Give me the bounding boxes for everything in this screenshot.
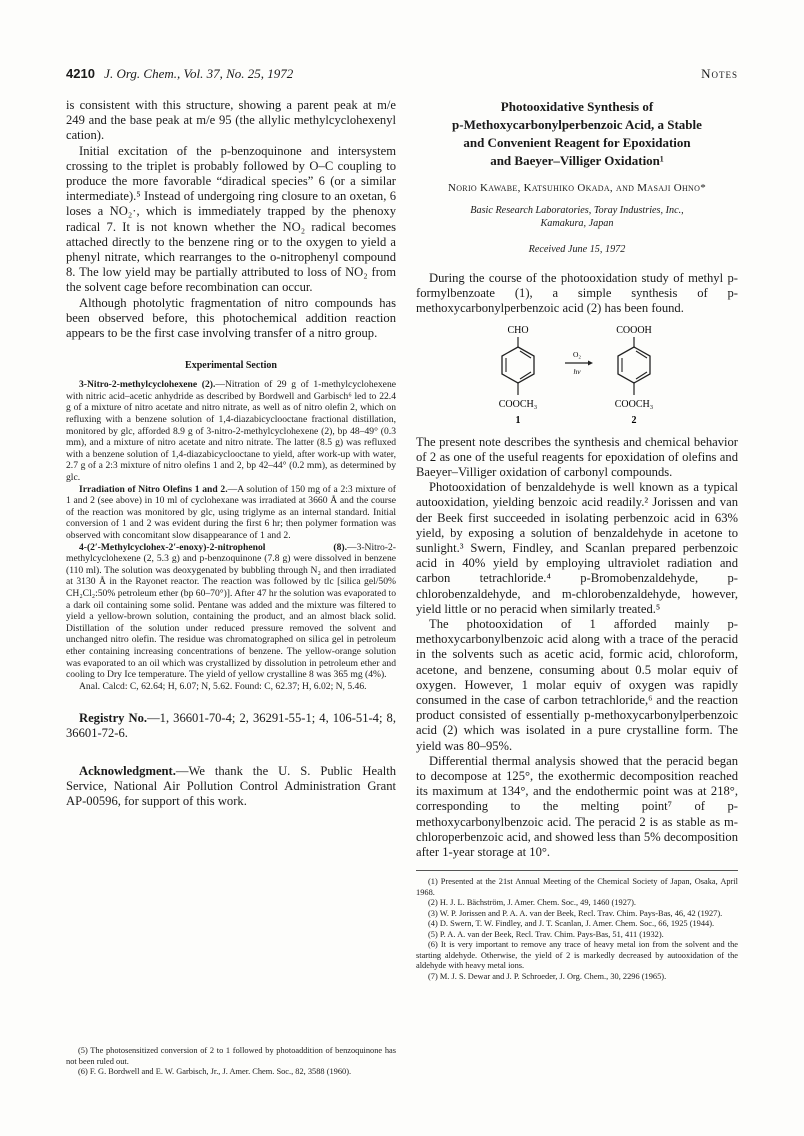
ring-double-bond	[636, 351, 647, 358]
page-number: 4210	[66, 66, 95, 81]
registry-text: —1, 36601-70-4; 2, 36291-55-1; 4, 106-51-4; 8, 36601-72-6.	[66, 711, 396, 741]
substituent-cho: CHO	[507, 324, 529, 336]
experimental-run-in-heading: 3-Nitro-2-methylcyclohexene (2).	[79, 379, 216, 391]
arrow-reagent-label: O₂	[572, 349, 582, 359]
experimental-paragraph	[66, 542, 396, 681]
experimental-run-in-heading: Irradiation of Nitro Olefins 1 and 2.	[79, 483, 228, 495]
footnote: (7) M. J. S. Dewar and J. P. Schroeder, J. Org. Chem., 30, 2296 (1965).	[428, 971, 667, 981]
substituent-cooooh: COOOH	[616, 324, 652, 336]
footnote: (3) W. P. Jorissen and P. A. A. van der Beek, Recl. Trav. Chim. Pays-Bas, 46, 42 (1927).	[428, 908, 723, 918]
received-date: Received June 15, 1972	[528, 244, 626, 255]
article-title	[416, 98, 738, 170]
ring-double-bond	[636, 372, 647, 379]
ring-double-bond	[520, 372, 531, 379]
intro-paragraph	[416, 271, 738, 317]
reaction-arrow-head	[588, 360, 593, 365]
ring-double-bond	[520, 351, 531, 358]
reaction-scheme	[416, 321, 738, 435]
right-column	[416, 98, 738, 982]
left-body	[66, 98, 396, 341]
analysis-paragraph	[66, 681, 396, 693]
experimental-text: —Nitration of 29 g of 1-methylcyclohexene with nitric acid–acetic anhydride as described by Bordwell and Garbisch⁶ led to 22.4 g of a mixture of nitro acetate and nitro nitrate, as well as of nitro olefin 2, which on refluxing with a benzene solution of 1,4-diazabicyclooctane fractional distillation, monitored by glc, afforded 8.9 g of 3-nitro-2-methylcyclohexene (2), bp 48–49° (0.3 mm), and a mixture of nitro acetate and nitro nitrate. The latter (8.5 g) was refluxed with a benzene solution of 1,4-diazabicyclooctane to yield, after work-up with water, 2.7 g of a 2:3 mixture of nitro olefins 1 and 2, bp 42–44° (0.2 mm), as determined by glc.	[66, 379, 396, 483]
paragraph: Photooxidation of benzaldehyde is well known as a typical autooxidation, yielding benzoic acid readily.² Jorissen and van der Beek first succeeded in isolating perbenzoic acid in 63% yield, by exposing a solution of benzaldehyde in acetone to sunlight.³ Swern, Findley, and Scanlan prepared perbenzoic acid in 40% yield by employing ultraviolet radiation and carbon tetrachloride.⁴ p-Bromobenzaldehyde, p-chlorobenzaldehyde, and m-chlorobenzaldehyde, however, yield little or no peracid when similarly treated.⁵	[416, 480, 738, 616]
footnote-divider	[416, 870, 738, 871]
journal-citation: J. Org. Chem., Vol. 37, No. 25, 1972	[104, 66, 294, 81]
institution	[416, 204, 738, 230]
paragraph: Initial excitation of the p-benzoquinone and intersystem crossing to the triplet is probably followed by O–C coupling to produce the more favorable “diradical species” 6 (or a similar intermediate).⁵ Instead of undergoing ring closure to an oxetan, 6 loses a NO₂·, which is immediately trapped by the phenoxy radical 7. It is not known whether the NO₂ radical becomes attached directly to the benzene ring or to the oxygen to yield a phenyl nitrate, which rearranges to the o-nitrophenyl compound 8. The low yield may be partially attributed to loss of NO₂ from the solvent cage before recombination can occur.	[66, 143, 396, 295]
substituent-coome: COOCH₃	[498, 398, 538, 410]
footnote: (1) Presented at the 21st Annual Meeting of the Chemical Society of Japan, Osaka, April 1968.	[416, 877, 738, 897]
right-footnotes	[416, 870, 738, 982]
title-line: and Baeyer–Villiger Oxidation¹	[490, 153, 664, 168]
page-header	[66, 66, 738, 86]
registry-numbers	[66, 711, 396, 741]
experimental-text: —3-Nitro-2-methylcyclohexene (2, 5.3 g) and p-benzoquinone (7.8 g) were dissolved in benzene (110 ml). The solution was deoxygenated by bubbling through N₂ and then irradiated at 3130 Å in the Rayonet reactor. The reaction was followed by tlc [silica gel/50% CH₂Cl₂:50% petroleum ether (bp 60–70°)]. After 47 hr the solution was evaporated to a dark oil containing some solid. Pentane was added and the mixture was filtered to yield a yellow-brown solution, containing the product, and an almost black solid. Distillation of the solution under reduced pressure removed the solvent and unchanged nitro olefin. The residue was chromatographed on silica gel in petroleum ether containing increasing concentrations of benzene. The yellow-orange solution was evaporated to an oil which was crystallized by dissolution in petroleum ether and cooling to Dry Ice temperature. The yield of yellow crystalline 8 was 365 mg (4%).	[66, 541, 396, 681]
paragraph: The present note describes the synthesis and chemical behavior of 2 as one of the useful reagents for epoxidation of olefins and Baeyer–Villiger oxidation of carbonyl compounds.	[416, 434, 738, 480]
acknowledgment-text: —We thank the U. S. Public Health Service, National Air Pollution Control Administration Grant AP-00596, for support of this work.	[66, 763, 396, 809]
experimental-text: —A solution of 150 mg of a 2:3 mixture of 1 and 2 (see above) in 10 ml of cyclohexane was irradiated at 3660 Å and the course of the reaction was monitored by glc, using triglyme as an internal standard. Initial conversion of 1 and 2 was evident during the first 6 hr; then polymer formation was observed with concomitant slow disappearance of 1 and 2.	[66, 483, 396, 541]
title-line: p-Methoxycarbonylperbenzoic Acid, a Stable	[452, 117, 702, 132]
experimental-paragraph	[66, 484, 396, 542]
registry-label: Registry No.	[79, 711, 148, 726]
footnote: (6) It is very important to remove any trace of heavy metal ion from the solvent and the starting aldehyde. Otherwise, the yield of 2 is markedly decreased by autooxidation of the aldehyde with heavy metal ions.	[416, 940, 738, 971]
benzene-ring-2	[618, 347, 650, 383]
footnote: (6) F. G. Bordwell and E. W. Garbisch, Jr., J. Amer. Chem. Soc., 82, 3588 (1960).	[78, 1067, 352, 1076]
footnote: (5) The photosensitized conversion of 2 to 1 followed by photoaddition of benzoquinone has not been ruled out.	[66, 1046, 396, 1066]
experimental-run-in-heading: 4-(2′-Methylcyclohex-2′-enoxy)-2-nitrophenol (8).	[79, 541, 347, 553]
section-label: Notes	[701, 66, 738, 81]
compound-number-1: 1	[515, 414, 521, 426]
compound-number-2: 2	[631, 414, 637, 426]
acknowledgment-label: Acknowledgment.	[79, 763, 176, 778]
authors: Norio Kawabe, Katsuhiko Okada, and Masaji Ohno*	[447, 182, 706, 194]
acknowledgment	[66, 764, 396, 810]
left-footnotes	[66, 1046, 396, 1078]
institution-line: Kamakura, Japan	[540, 218, 614, 229]
experimental-paragraph	[66, 379, 396, 483]
title-line: and Convenient Reagent for Epoxidation	[463, 135, 691, 150]
experimental-section	[66, 379, 396, 692]
experimental-heading: Experimental Section	[185, 360, 277, 372]
paragraph: The photooxidation of 1 afforded mainly p-methoxycarbonylbenzoic acid along with a trace of the peracid in the solvents such as acetic acid, formic acid, chloroform, acetone, and benzene, consuming about 0.5 molar equiv of oxygen. However, 1 molar equiv of oxygen was rapidly consumed in the case of carbon tetrachloride,⁶ and the reaction product consisted of essentially p-methoxycarbonylperbenzoic acid (2) which was isolated in a pure crystalline form. The yield was 80–95%.	[416, 617, 738, 753]
left-column	[66, 98, 396, 809]
right-body	[416, 435, 738, 861]
arrow-condition-label: hν	[573, 366, 581, 376]
footnote: (2) H. J. L. Bächström, J. Amer. Chem. Soc., 49, 1460 (1927).	[428, 898, 636, 908]
institution-line: Basic Research Laboratories, Toray Industries, Inc.,	[470, 205, 684, 216]
title-line: Photooxidative Synthesis of	[500, 99, 654, 114]
paragraph: Although photolytic fragmentation of nitro compounds has been observed before, this photochemical addition reaction appears to be the first case involving transfer of a nitro group.	[66, 295, 396, 341]
benzene-ring-1	[502, 347, 534, 383]
paragraph: Differential thermal analysis showed that the peracid began to decompose at 125°, the exothermic decomposition reached its maximum at 134°, and the endothermic point was at 218°, corresponding to the melting point⁷ of p-methoxycarbonylbenzoic acid. The peracid 2 is as stable as m-chloroperbenzoic acid, and showed less than 5% decomposition after 1-year storage at 10°.	[416, 753, 738, 860]
paragraph: is consistent with this structure, showing a parent peak at m/e 249 and the base peak at m/e 95 (the allylic methylcyclohexenyl cation).	[66, 98, 396, 143]
footnote: (5) P. A. A. van der Beek, Recl. Trav. Chim. Pays-Bas, 51, 411 (1932).	[428, 929, 664, 939]
footnote: (4) D. Swern, T. W. Findley, and J. T. Scanlan, J. Amer. Chem. Soc., 66, 1925 (1944).	[428, 919, 715, 929]
paragraph: During the course of the photooxidation study of methyl p-formylbenzoate (1), a simple synthesis of p-methoxycarbonylperbenzoic acid (2) has been found.	[416, 271, 738, 316]
analysis-text: Anal. Calcd: C, 62.64; H, 6.07; N, 5.62. Found: C, 62.37; H, 6.02; N, 5.46.	[79, 680, 367, 692]
reaction-scheme-svg	[416, 321, 738, 435]
substituent-coome: COOCH₃	[614, 398, 654, 410]
